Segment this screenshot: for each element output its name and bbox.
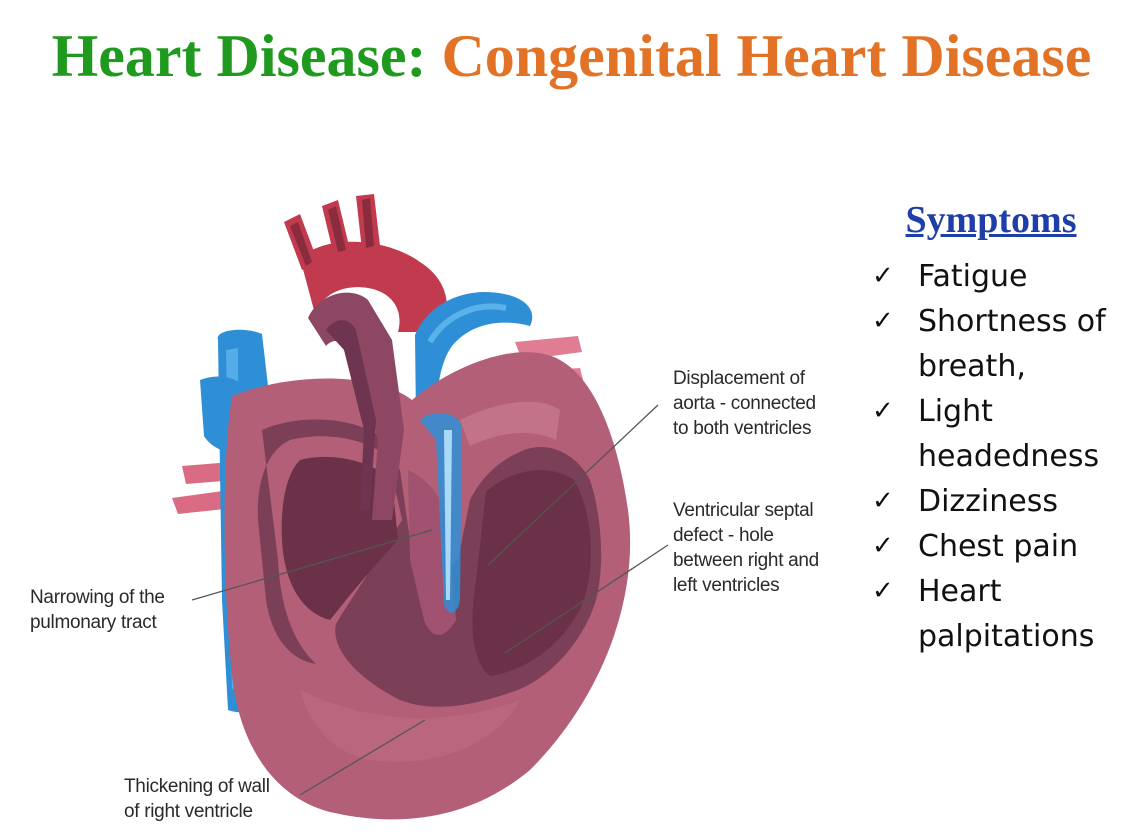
check-mark-icon: ✓ — [872, 576, 894, 606]
symptoms-heading: Symptoms — [905, 199, 1077, 241]
label-pulmonary: Narrowing of the pulmonary tract — [30, 587, 165, 633]
symptom-item: ✓ Fatigue — [870, 254, 1106, 299]
symptom-item: ✓ Shortness of breath, — [870, 299, 1106, 389]
symptoms-list — [870, 254, 1106, 659]
check-mark-icon: ✓ — [872, 531, 894, 561]
symptom-item: ✓ Heart palpitations — [870, 569, 1106, 659]
label-vsd: Ventricular septal defect - hole between right and left ventricles — [673, 500, 819, 596]
check-mark-icon: ✓ — [872, 486, 894, 516]
symptom-item: ✓ Chest pain — [870, 524, 1106, 569]
title-disease: Heart Disease: — [51, 23, 427, 89]
check-mark-icon: ✓ — [872, 396, 894, 426]
label-aorta: Displacement of aorta - connected to both ventricles — [673, 368, 816, 439]
label-wall: Thickening of wall of right ventricle — [124, 776, 270, 822]
check-mark-icon: ✓ — [872, 261, 894, 291]
symptom-item: ✓ Dizziness — [870, 479, 1106, 524]
check-mark-icon: ✓ — [872, 306, 894, 336]
symptom-item: ✓ Light headedness — [870, 389, 1106, 479]
title-congenital: Congenital Heart Disease — [441, 23, 1092, 89]
